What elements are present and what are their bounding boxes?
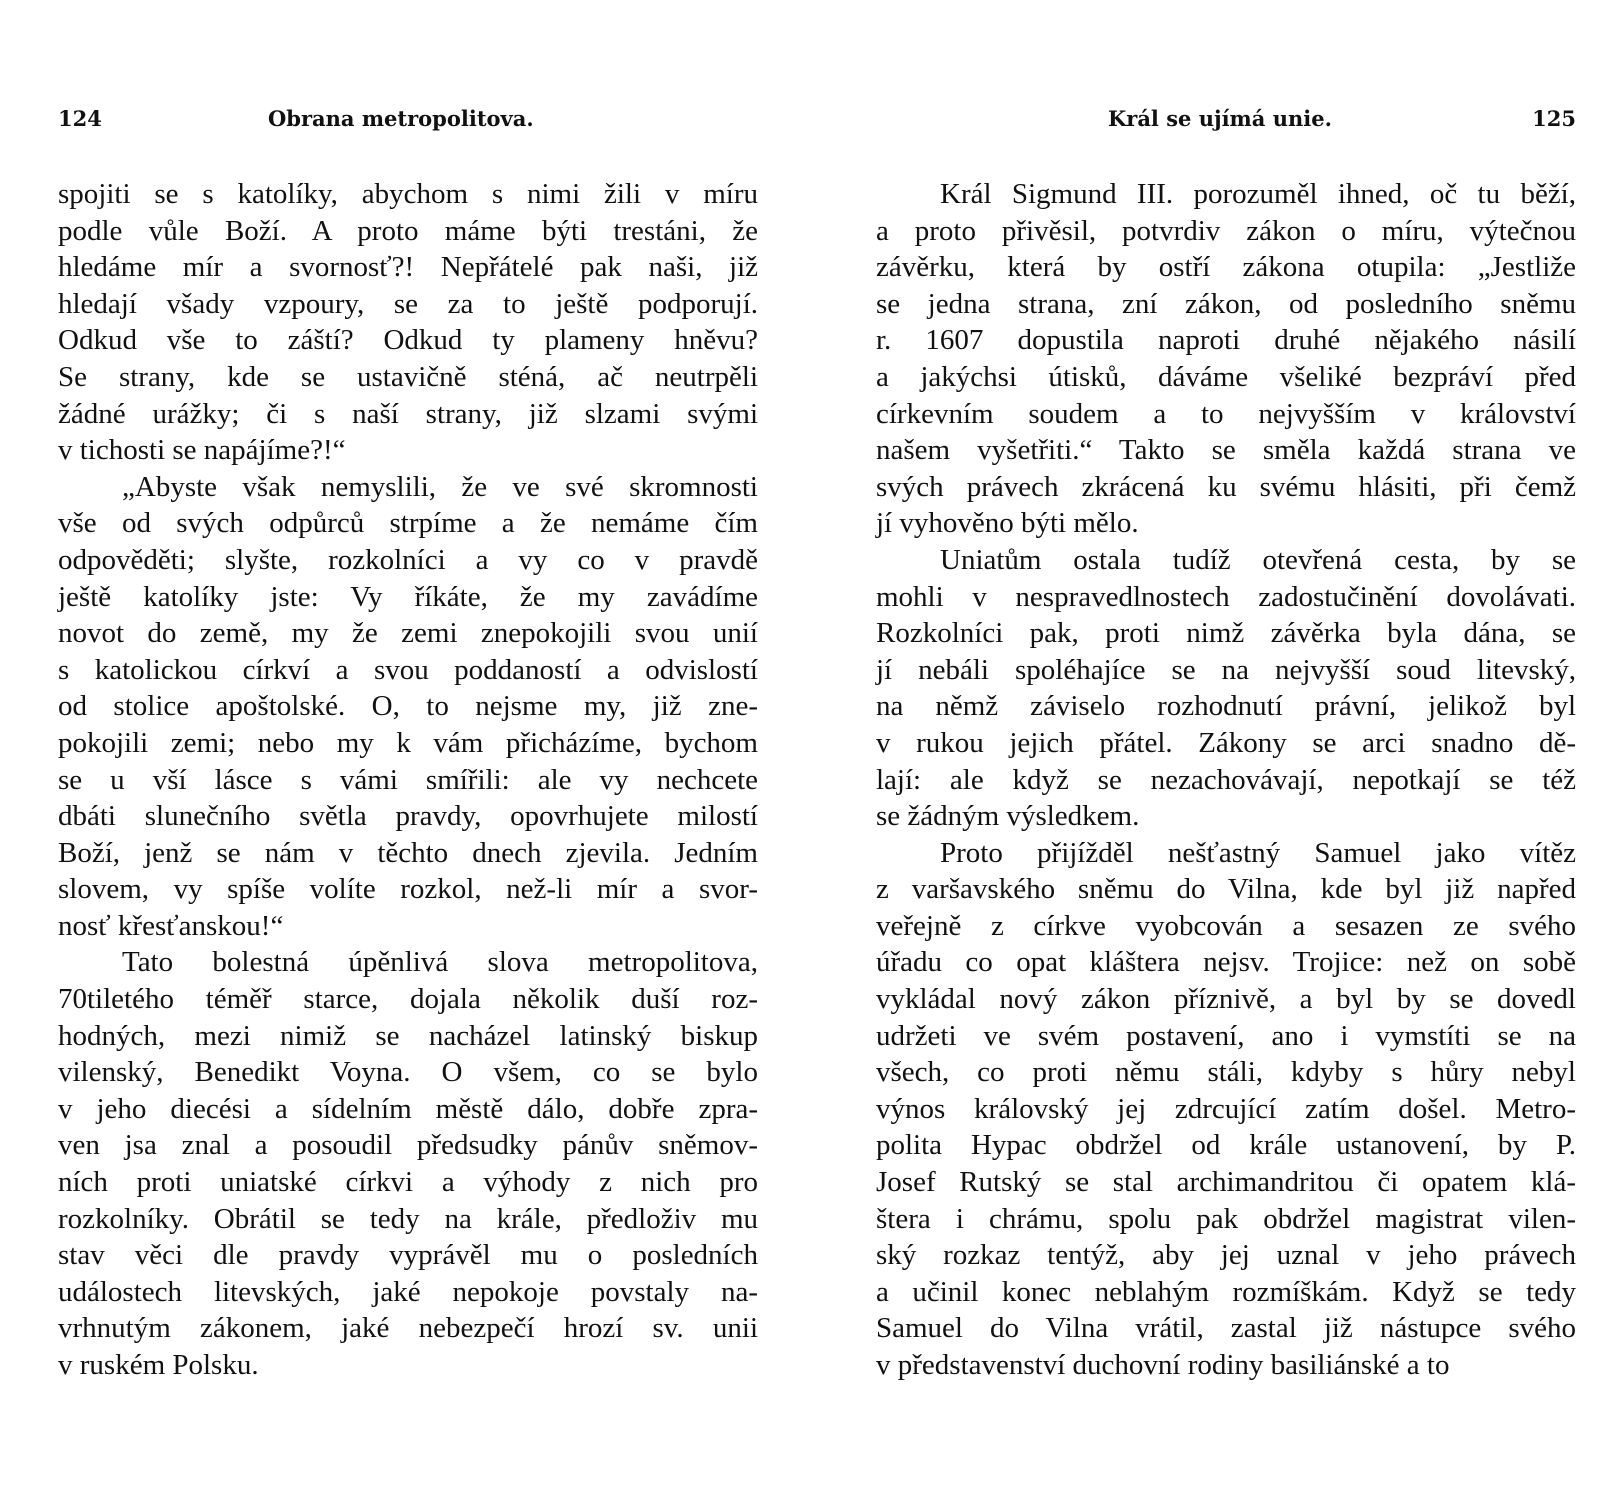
text-line: všech, co proti němu stáli, kdyby s hůry nebyl — [876, 1056, 1576, 1089]
left-page — [58, 0, 758, 1501]
text-line: v představenství duchovní rodiny basiliánské a to — [876, 1349, 1450, 1381]
right-page — [876, 0, 1576, 1501]
text-line: mohli v nespravedlnostech zadostučinění dovolávati. — [876, 580, 1576, 613]
text-line: Uniatům ostala tudíž otevřená cesta, by se — [940, 543, 1576, 576]
text-line: a učinil konec neblahým rozmíškám. Když se tedy — [876, 1275, 1576, 1308]
text-line: r. 1607 dopustila naproti druhé nějakého násilí — [876, 324, 1576, 357]
text-line: stav věci dle pravdy vyprávěl mu o posledních — [58, 1239, 758, 1272]
left-running-head: Obrana metropolitova. — [268, 106, 534, 131]
text-line: slovem, vy spíše volíte rozkol, než-li mír a svor- — [58, 873, 758, 906]
text-line: nosť křesťanskou!“ — [58, 909, 284, 942]
text-line: ještě katolíky jste: Vy říkáte, že my zavádíme — [58, 580, 758, 613]
text-line: Král Sigmund III. porozuměl ihned, oč tu běží, — [940, 178, 1576, 210]
text-line: Josef Rutský se stal archimandritou či opatem klá- — [876, 1166, 1576, 1199]
right-running-head: Král se ujímá unie. — [1108, 106, 1332, 131]
text-line: se jedna strana, zní zákon, od posledního sněmu — [876, 287, 1576, 320]
text-line: hledáme mír a svornosť?! Nepřátelé pak naši, již — [58, 251, 758, 284]
text-line: Samuel do Vilna vrátil, zastal již nástupce svého — [876, 1312, 1576, 1345]
text-line: vše od svých odpůrců strpíme a že nemáme čím — [58, 507, 758, 540]
text-line: Tato bolestná úpěnlivá slova metropolitova, — [122, 946, 758, 979]
right-page-text — [876, 176, 1576, 1384]
text-line: událostech litevských, jaké nepokoje povstaly na- — [58, 1275, 758, 1308]
text-line: „Abyste však nemyslili, že ve své skromnosti — [122, 470, 758, 503]
text-line: se u vší lásce s vámi smířili: ale vy nechcete — [58, 763, 758, 796]
text-line: dbáti slunečního světla pravdy, opovrhujete milostí — [58, 800, 758, 833]
text-line: svých právech zkrácená ku svému hlásiti, při čemž — [876, 470, 1576, 503]
text-line: štera i chrámu, spolu pak obdržel magistrat vilen- — [876, 1202, 1576, 1235]
text-line: Se strany, kde se ustavičně sténá, ač neutrpěli — [58, 360, 758, 393]
text-line: hodných, mezi nimiž se nacházel latinský biskup — [58, 1019, 758, 1052]
text-line: 70tiletého téměř starce, dojala několik duší roz- — [58, 983, 758, 1016]
text-line: spojiti se s katolíky, abychom s nimi žili v míru — [58, 178, 758, 210]
text-line: pokojili zemi; nebo my k vám přicházíme, bychom — [58, 726, 758, 759]
text-line: vilenský, Benedikt Voyna. O všem, co se bylo — [58, 1056, 758, 1089]
text-line: žádné urážky; či s naší strany, již slzami svými — [58, 397, 758, 430]
text-line: Proto přijížděl nešťastný Samuel jako vítěz — [940, 836, 1576, 869]
text-line: z varšavského sněmu do Vilna, kde byl již napřed — [876, 873, 1576, 906]
text-line: lají: ale když se nezachovávají, nepotkají se též — [876, 763, 1576, 796]
text-line: a proto přivěsil, potvrdiv zákon o míru, výtečnou — [876, 214, 1576, 247]
text-line: v rukou jejich přátel. Zákony se arci snadno dě- — [876, 726, 1576, 759]
text-line: veřejně z církve vyobcován a sesazen ze svého — [876, 909, 1576, 942]
text-line: našem vyšetřiti.“ Takto se směla každá strana ve — [876, 434, 1576, 467]
text-line: v tichosti se napájíme?!“ — [58, 434, 346, 467]
text-line: hledají všady vzpoury, se za to ještě podporují. — [58, 287, 758, 320]
text-line: a jakýchsi útisků, dáváme všeliké bezpráví před — [876, 360, 1576, 393]
left-page-header — [58, 104, 758, 134]
text-line: v ruském Polsku. — [58, 1349, 259, 1381]
text-line: jí nebáli spoléhajíce se na nejvyšší soud litevský, — [876, 653, 1576, 686]
text-line: odpověděti; slyšte, rozkolníci a vy co v pravdě — [58, 543, 758, 576]
text-line: Rozkolníci pak, proti nimž závěrka byla dána, se — [876, 617, 1576, 650]
text-line: od stolice apoštolské. O, to nejsme my, již zne- — [58, 690, 758, 723]
text-line: s katolickou církví a svou poddaností a odvislostí — [58, 653, 758, 686]
text-line: úřadu co opat kláštera nejsv. Trojice: než on sobě — [876, 946, 1576, 979]
text-line: v jeho diecési a sídelním městě dálo, dobře zpra- — [58, 1092, 758, 1125]
text-line: novot do země, my že zemi znepokojili svou unií — [58, 617, 758, 650]
right-page-number: 125 — [1532, 106, 1576, 131]
text-line: Boží, jenž se nám v těchto dnech zjevila. Jedním — [58, 836, 758, 869]
text-line: vykládal nový zákon příznivě, a byl by se dovedl — [876, 983, 1576, 1016]
right-page-header — [876, 104, 1576, 134]
text-line: vrhnutým zákonem, jaké nebezpečí hrozí sv. unii — [58, 1312, 758, 1345]
text-line: závěrku, která by ostří zákona otupila: „Jestliže — [876, 251, 1576, 284]
text-line: Odkud vše to záští? Odkud ty plameny hněvu? — [58, 324, 758, 357]
text-line: na němž záviselo rozhodnutí právní, jelikož byl — [876, 690, 1576, 723]
text-line: udržeti ve svém postavení, ano i vymstíti se na — [876, 1019, 1576, 1052]
text-line: rozkolníky. Obrátil se tedy na krále, předloživ mu — [58, 1202, 758, 1235]
text-line: podle vůle Boží. A proto máme býti trestáni, že — [58, 214, 758, 247]
left-page-text — [58, 176, 758, 1384]
text-line: ních proti uniatské církvi a výhody z nich pro — [58, 1166, 758, 1199]
text-line: ský rozkaz tentýž, aby jej uznal v jeho právech — [876, 1239, 1576, 1272]
left-page-number: 124 — [58, 106, 102, 131]
text-line: polita Hypac obdržel od krále ustanovení, by P. — [876, 1129, 1576, 1162]
text-line: jí vyhověno býti mělo. — [876, 507, 1139, 540]
text-line: výnos královský jej zdrcující zatím došel. Metro- — [876, 1092, 1576, 1125]
text-line: ven jsa znal a posoudil předsudky pánův sněmov- — [58, 1129, 758, 1162]
text-line: církevním soudem a to nejvyšším v království — [876, 397, 1576, 430]
text-line: se žádným výsledkem. — [876, 800, 1140, 833]
